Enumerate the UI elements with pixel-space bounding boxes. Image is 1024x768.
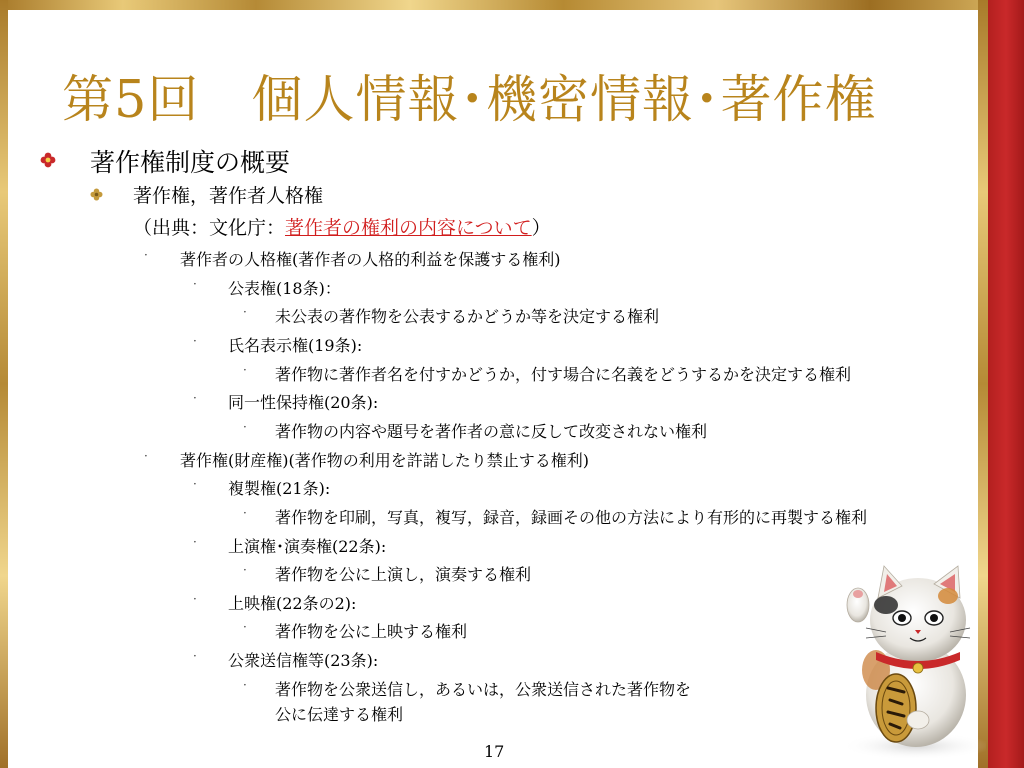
right-label: 公衆送信権等(23条):	[228, 651, 379, 670]
dot-bullet-icon: ·	[243, 506, 247, 520]
right-description: 著作物の内容や題号を著作者の意に反して改変されない権利	[275, 422, 708, 441]
right-description: 未公表の著作物を公表するかどうか等を決定する権利	[275, 307, 660, 326]
dot-bullet-icon: ·	[144, 449, 148, 463]
source-link[interactable]: 著作者の権利の内容について	[285, 217, 532, 239]
right-label: 上演権･演奏権(22条):	[228, 537, 387, 556]
right-label: 上映権(22条の2):	[228, 594, 357, 613]
right-description: 著作物を印刷，写真，複写，録音，録画その他の方法により有形的に再製する権利	[275, 508, 868, 527]
dot-bullet-icon: ·	[243, 305, 247, 319]
page-number: 17	[484, 742, 505, 761]
outline-level0-text: 著作権制度の概要	[90, 148, 291, 177]
dot-bullet-icon: ·	[243, 563, 247, 577]
property-rights-heading: 著作権(財産権)(著作物の利用を許諾したり禁止する権利)	[180, 451, 589, 470]
red-flower-bullet-icon	[40, 152, 56, 171]
gold-flower-bullet-icon	[90, 188, 103, 204]
right-description: 著作物を公に上演し，演奏する権利	[275, 565, 532, 584]
dot-bullet-icon: ·	[193, 535, 197, 549]
dot-bullet-icon: ·	[193, 391, 197, 405]
dot-bullet-icon: ·	[193, 277, 197, 291]
outline-level1-text: 著作権，著作者人格権	[133, 185, 324, 207]
right-description: 著作物を公に上映する権利	[275, 622, 468, 641]
dot-bullet-icon: ·	[144, 248, 148, 262]
dot-bullet-icon: ·	[193, 477, 197, 491]
red-side-band	[988, 0, 1024, 768]
source-prefix: （出典：文化庁：	[133, 217, 286, 239]
right-description: 著作物に著作者名を付すかどうか，付す場合に名義をどうするかを決定する権利	[275, 365, 852, 384]
moral-rights-heading: 著作者の人格権(著作者の人格的利益を保護する権利)	[180, 250, 561, 269]
right-description: 著作物を公衆送信し，あるいは，公衆送信された著作物を	[275, 680, 692, 699]
gold-frame-left	[0, 0, 8, 768]
dot-bullet-icon: ·	[243, 420, 247, 434]
right-label: 氏名表示権(19条):	[228, 336, 363, 355]
right-description-continued: 公に伝達する権利	[275, 705, 404, 724]
right-label: 複製権(21条):	[228, 479, 331, 498]
slide-title: 第5回 個人情報･機密情報･著作権	[62, 71, 877, 130]
right-label: 公表権(18条)：	[228, 279, 341, 298]
dot-bullet-icon: ·	[193, 334, 197, 348]
dot-bullet-icon: ·	[193, 649, 197, 663]
gold-frame-top	[0, 0, 1024, 10]
dot-bullet-icon: ·	[243, 620, 247, 634]
dot-bullet-icon: ·	[243, 363, 247, 377]
right-label: 同一性保持権(20条):	[228, 393, 379, 412]
source-citation	[133, 213, 551, 240]
maneki-neko-cat-image	[836, 560, 986, 760]
dot-bullet-icon: ·	[193, 592, 197, 606]
dot-bullet-icon: ·	[243, 678, 247, 692]
source-suffix: ）	[531, 217, 551, 239]
